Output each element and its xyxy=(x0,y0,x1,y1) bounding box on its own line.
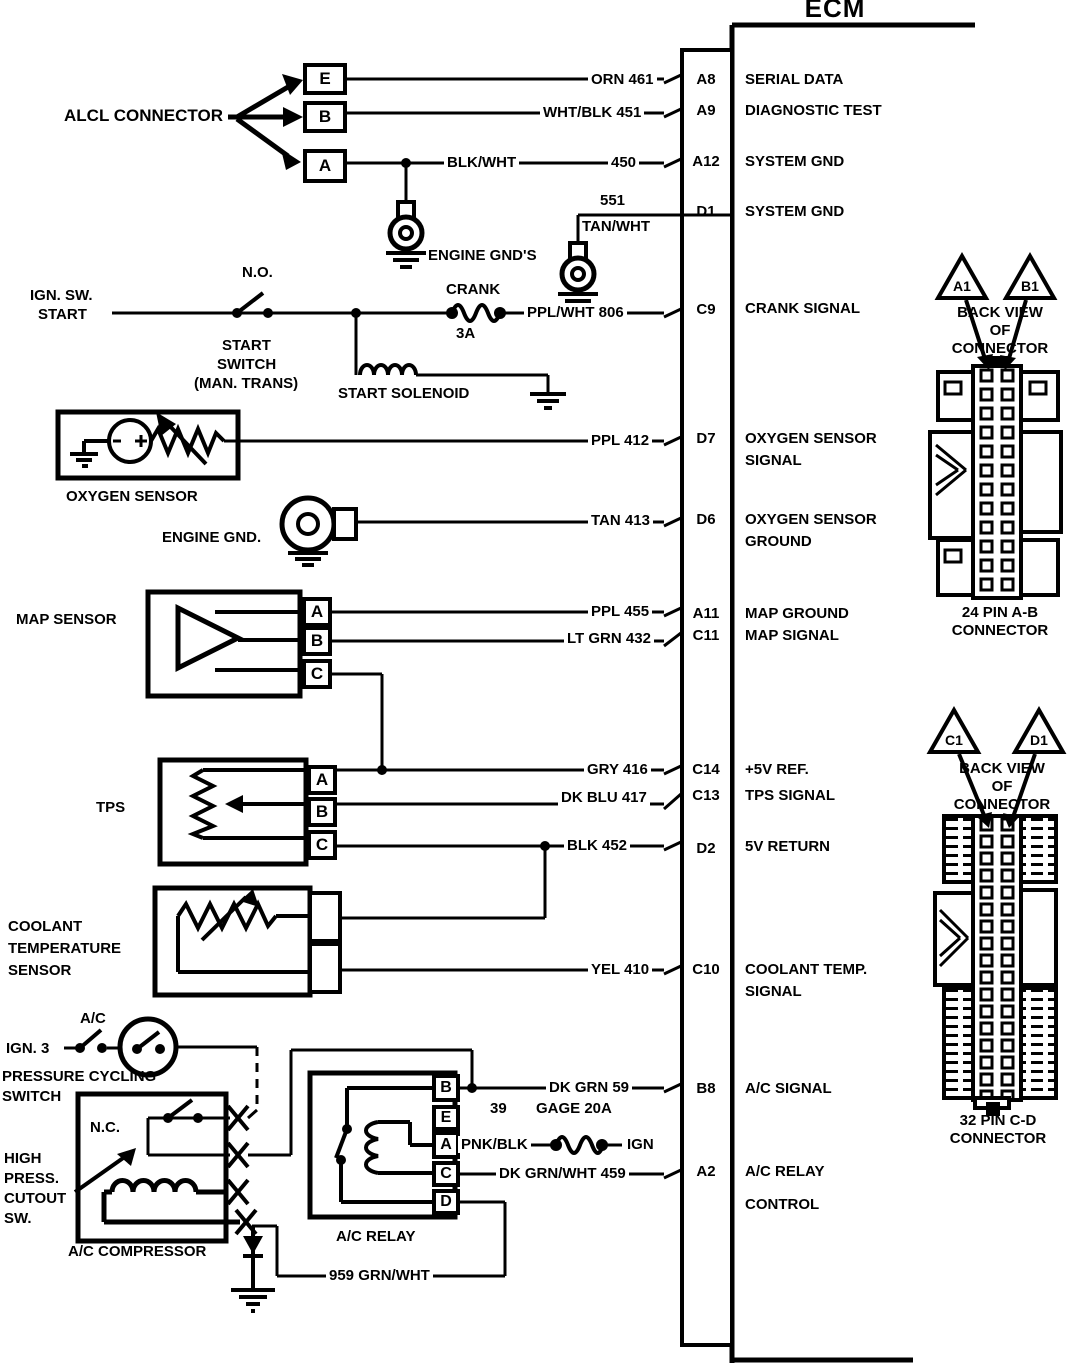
pin-a12: A12 xyxy=(692,153,720,170)
desc-coolant-2: SIGNAL xyxy=(745,983,802,1000)
map-sensor xyxy=(148,592,664,770)
backview1-line1: BACK VIEW xyxy=(957,304,1043,321)
wire-ltgrn432: LT GRN 432 xyxy=(564,630,654,647)
wire-tan413: TAN 413 xyxy=(588,512,653,529)
wire-dkgrnwht459: DK GRN/WHT 459 xyxy=(496,1165,629,1182)
backview1-line3: CONNECTOR xyxy=(951,340,1049,357)
wire-whtblk451: WHT/BLK 451 xyxy=(540,104,644,121)
coolant-label-1: COOLANT xyxy=(8,918,83,935)
connector-x-marks xyxy=(228,1106,256,1234)
desc-coolant-1: COOLANT TEMP. xyxy=(745,961,868,978)
ecm-title: ECM xyxy=(804,0,866,23)
callout-b1: B1 xyxy=(1021,278,1039,294)
desc-ac-signal: A/C SIGNAL xyxy=(745,1080,832,1097)
wire-dkgrn59: DK GRN 59 xyxy=(546,1079,632,1096)
pressure-cycling-label-2: SWITCH xyxy=(2,1088,62,1105)
relay-terminal-d: D xyxy=(432,1189,460,1215)
alcl-terminal-a: A xyxy=(303,149,347,183)
coolant-label-2: TEMPERATURE xyxy=(8,940,122,957)
start-solenoid-label: START SOLENOID xyxy=(338,385,470,402)
pin-a2: A2 xyxy=(696,1163,716,1180)
ac-relay-label: A/C RELAY xyxy=(336,1228,416,1245)
clamp-diode xyxy=(231,1226,275,1311)
connector-32pin-drawing xyxy=(935,816,1056,1116)
engine-gnd-label: ENGINE GND. xyxy=(162,529,262,546)
wire-blkwht: BLK/WHT xyxy=(444,154,519,171)
ign3-label: IGN. 3 xyxy=(6,1040,50,1057)
map-terminal-b: B xyxy=(302,626,332,656)
callout-d1: D1 xyxy=(1030,732,1048,748)
wire-pplwht806: PPL/WHT 806 xyxy=(524,304,627,321)
backview2-line1: BACK VIEW xyxy=(959,760,1045,777)
pin-c13: C13 xyxy=(692,787,720,804)
desc-diagnostic-test: DIAGNOSTIC TEST xyxy=(745,102,882,119)
wire-551: 551 xyxy=(600,192,626,209)
desc-crank-signal: CRANK SIGNAL xyxy=(745,300,860,317)
wire-ppl455: PPL 455 xyxy=(588,603,652,620)
fuse-39-label: 39 xyxy=(490,1100,507,1117)
fuse-3a-label: 3A xyxy=(456,325,476,342)
crank-label: CRANK xyxy=(446,281,501,298)
desc-o2-signal-2: SIGNAL xyxy=(745,452,802,469)
oxygen-sensor-label: OXYGEN SENSOR xyxy=(66,488,198,505)
pin-c14: C14 xyxy=(692,761,720,778)
engine-ground-symbol-1 xyxy=(386,202,426,267)
engine-ground-donut xyxy=(282,498,664,565)
map-sensor-label: MAP SENSOR xyxy=(16,611,117,628)
high-press-label-4: SW. xyxy=(4,1210,32,1227)
high-press-label-2: PRESS. xyxy=(4,1170,60,1187)
junction-dot xyxy=(401,158,411,168)
backview2-line2: OF xyxy=(991,778,1013,795)
wire-959grnwht: 959 GRN/WHT xyxy=(326,1267,433,1284)
callout-c1: C1 xyxy=(945,732,963,748)
backview1-line2: OF xyxy=(989,322,1011,339)
crank-fuse xyxy=(452,305,500,321)
connector-24pin-label-2: CONNECTOR xyxy=(951,622,1049,639)
alcl-terminal-b: B xyxy=(303,101,347,133)
wire-yel410: YEL 410 xyxy=(588,961,652,978)
start-switch-label-2: SWITCH xyxy=(217,356,277,373)
desc-o2-ground-1: OXYGEN SENSOR xyxy=(745,511,877,528)
start-switch-dot xyxy=(263,308,273,318)
wire-450: 450 xyxy=(608,154,639,171)
tps-label: TPS xyxy=(96,799,126,816)
connector-24pin-drawing xyxy=(930,356,1061,598)
start-switch-label-3: (MAN. TRANS) xyxy=(194,375,299,392)
pin-c9: C9 xyxy=(696,301,716,318)
nc-label: N.C. xyxy=(90,1119,120,1136)
relay-terminal-b: B xyxy=(432,1074,460,1102)
ign-sw-label-2: START xyxy=(38,306,87,323)
no-label: N.O. xyxy=(242,264,273,281)
pin-c11: C11 xyxy=(692,627,720,644)
alcl-terminal-e: E xyxy=(303,63,347,95)
tps-terminal-b: B xyxy=(307,797,337,827)
ign-sw-label-1: IGN. SW. xyxy=(30,287,93,304)
gage-20a-label: GAGE 20A xyxy=(536,1100,612,1117)
tps-terminal-c: C xyxy=(307,830,337,860)
start-switch-label-1: START xyxy=(222,337,271,354)
oxygen-sensor xyxy=(58,412,664,478)
pin-c10: C10 xyxy=(692,961,720,978)
pin-d6: D6 xyxy=(696,511,716,528)
pin-d2: D2 xyxy=(696,840,716,857)
connector-32pin-label-1: 32 PIN C-D xyxy=(959,1112,1037,1129)
relay-terminal-a: A xyxy=(432,1131,460,1159)
high-press-label-3: CUTOUT xyxy=(4,1190,67,1207)
tps-terminal-a: A xyxy=(307,765,337,795)
callout-a1: A1 xyxy=(953,278,971,294)
desc-tps-signal: TPS SIGNAL xyxy=(745,787,836,804)
relay-terminal-e: E xyxy=(432,1105,460,1131)
wire-ppl412: PPL 412 xyxy=(588,432,652,449)
desc-system-gnd-1: SYSTEM GND xyxy=(745,153,845,170)
pressure-cycling-label-1: PRESSURE CYCLING xyxy=(2,1068,157,1085)
connector-24pin-label-1: 24 PIN A-B xyxy=(961,604,1039,621)
desc-5v-ref: +5V REF. xyxy=(745,761,809,778)
wire-gry416: GRY 416 xyxy=(584,761,651,778)
pin-a11: A11 xyxy=(692,605,720,622)
desc-system-gnd-2: SYSTEM GND xyxy=(745,203,845,220)
wire-pnkblk: PNK/BLK xyxy=(458,1136,531,1153)
desc-map-signal: MAP SIGNAL xyxy=(745,627,839,644)
desc-o2-ground-2: GROUND xyxy=(745,533,812,550)
engine-ground-symbol-2 xyxy=(558,243,598,308)
alcl-connector-arrows xyxy=(228,74,303,170)
junction-dot xyxy=(377,765,387,775)
connector-32pin-label-2: CONNECTOR xyxy=(949,1130,1047,1147)
wire-orn461: ORN 461 xyxy=(588,71,657,88)
wire-dkblu417: DK BLU 417 xyxy=(558,789,650,806)
coolant-temp-sensor xyxy=(155,888,664,995)
alcl-connector-label: ALCL CONNECTOR xyxy=(64,106,223,125)
start-switch-blade xyxy=(237,293,263,313)
ac-compressor-label: A/C COMPRESSOR xyxy=(68,1243,207,1260)
desc-5v-return: 5V RETURN xyxy=(745,838,831,855)
desc-ac-relay-2: CONTROL xyxy=(745,1196,820,1213)
wire-tanwht: TAN/WHT xyxy=(582,218,651,235)
coolant-label-3: SENSOR xyxy=(8,962,72,979)
desc-o2-signal-1: OXYGEN SENSOR xyxy=(745,430,877,447)
wire-blk452: BLK 452 xyxy=(564,837,630,854)
desc-serial-data: SERIAL DATA xyxy=(745,71,844,88)
map-terminal-a: A xyxy=(302,597,332,627)
high-press-label-1: HIGH xyxy=(4,1150,42,1167)
pin-ticks xyxy=(664,75,681,1178)
map-terminal-c: C xyxy=(302,659,332,689)
ground-symbol xyxy=(530,394,566,408)
pin-b8: B8 xyxy=(696,1080,716,1097)
engine-gnds-label: ENGINE GND'S xyxy=(428,247,537,264)
ac-label: A/C xyxy=(80,1010,106,1027)
relay-terminal-c: C xyxy=(432,1161,460,1187)
ground-symbol xyxy=(231,1290,275,1311)
desc-ac-relay-1: A/C RELAY xyxy=(745,1163,825,1180)
pressure-cycling-switch xyxy=(120,1019,176,1075)
desc-map-ground: MAP GROUND xyxy=(745,605,849,622)
start-solenoid-coil xyxy=(360,365,416,375)
pin-a9: A9 xyxy=(696,102,716,119)
pin-d7: D7 xyxy=(696,430,716,447)
pin-d1: D1 xyxy=(696,203,716,220)
backview2-line3: CONNECTOR xyxy=(953,796,1051,813)
gage-fuse xyxy=(556,1137,603,1153)
wire-ign: IGN xyxy=(624,1136,657,1153)
pin-a8: A8 xyxy=(696,71,716,88)
